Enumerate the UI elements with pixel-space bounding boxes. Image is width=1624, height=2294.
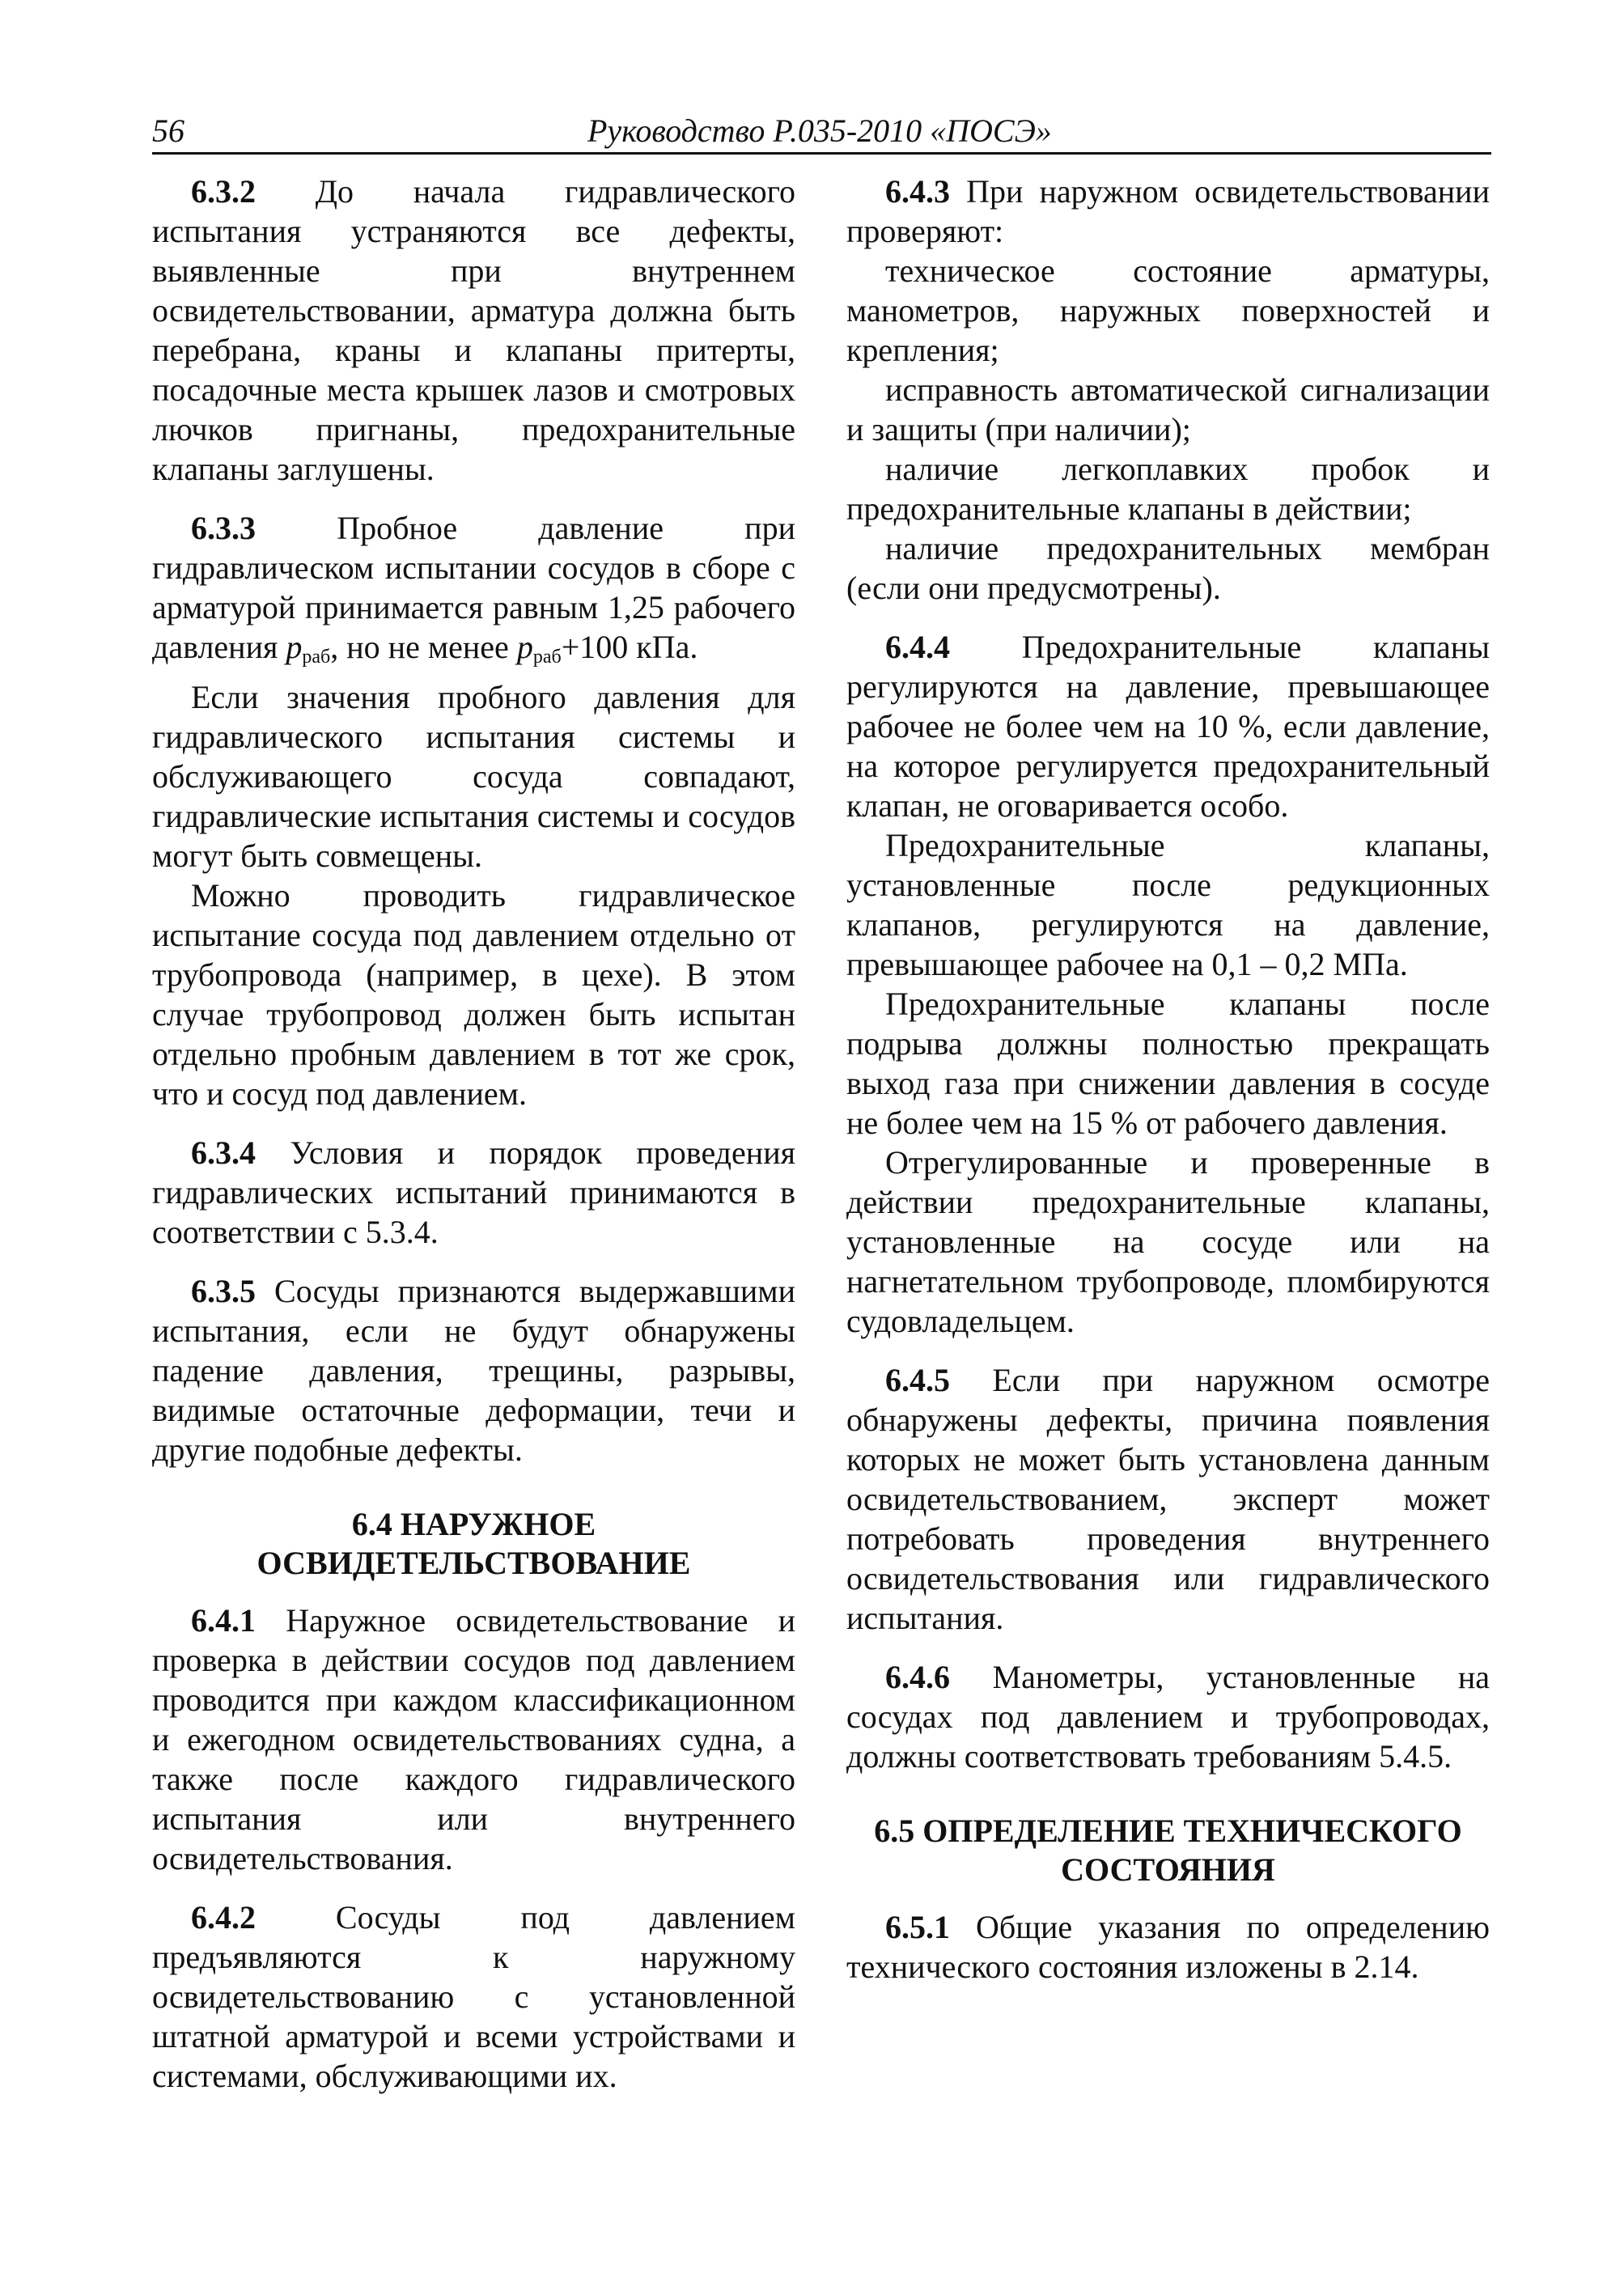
paragraph-6-5-1	[846, 1907, 1490, 1987]
paragraph-6-3-3	[152, 508, 795, 677]
paragraph-6-4-1	[152, 1601, 795, 1878]
paragraph-text-block: Предохранительные клапаны, установленные после редукционных клапанов, регулируются на давление, превышающее рабочее на 0,1 – 0,2 МПа.	[846, 827, 1490, 982]
paragraph-text: Манометры, установленные на сосудах под давлением и трубопроводах, должны соответствовать требованиям 5.4.5.	[846, 1659, 1490, 1775]
paragraph-text: Сосуды под давлением предъявляются к наружному освидетельствованию с установленной штатной арматурой и всеми устройствами и системами, обслуживающими их.	[152, 1899, 795, 2094]
paragraph-6-3-2	[152, 172, 795, 489]
paragraph-text: Общие указания по определению технического состояния изложены в 2.14.	[846, 1909, 1490, 1985]
section-number: 6.4.5	[885, 1362, 950, 1398]
page-header	[152, 112, 1489, 154]
list-item: техническое состояние арматуры, манометров, наружных поверхностей и крепления;	[846, 252, 1490, 368]
section-number: 6.4.3	[885, 173, 950, 210]
paragraph-6-4-3	[846, 172, 1490, 251]
paragraph-6-4-6	[846, 1657, 1490, 1776]
paragraph-6-3-4	[152, 1133, 795, 1252]
heading-line: ОСВИДЕТЕЛЬСТВОВАНИЕ	[257, 1545, 691, 1581]
section-number: 6.5.1	[885, 1909, 950, 1945]
section-number: 6.4.4	[885, 629, 950, 665]
paragraph-text-block: Если значения пробного давления для гидравлического испытания системы и обслуживающего сосуда совпадают, гидравлические испытания системы и сосудов могут быть совмещены.	[152, 679, 795, 874]
paragraph-text: Условия и порядок проведения гидравлических испытаний принимаются в соответствии с 5.3.4.	[152, 1134, 795, 1250]
running-title: Руководство Р.035-2010 «ПОСЭ»	[587, 112, 1052, 149]
paragraph-text: Пробное давление при гидравлическом испытании сосудов в сборе с арматурой принимается равным 1,25 рабочего давления	[152, 510, 795, 665]
paragraph-text-block: Можно проводить гидравлическое испытание сосуда под давлением отдельно от трубопровода (например, в цехе). В этом случае трубопровод должен быть испытан отдельно пробным давлением в тот же срок, что и сосуд под давлением.	[152, 877, 795, 1112]
paragraph-text: +100 кПа.	[561, 629, 698, 665]
paragraph-text: При наружном освидетельствовании проверяют:	[846, 173, 1490, 249]
section-number: 6.3.3	[191, 510, 256, 546]
header-rule	[152, 152, 1491, 155]
paragraph-6-4-2	[152, 1898, 795, 2096]
heading-line: СОСТОЯНИЯ	[1061, 1851, 1275, 1888]
formula-variable: p	[516, 629, 533, 665]
paragraph-text: , но не менее	[330, 629, 517, 665]
section-heading-6-4	[152, 1505, 795, 1583]
formula-subscript: раб	[532, 647, 562, 668]
paragraph-text: Наружное освидетельствование и проверка в действии сосудов под давлением проводится при каждом классификационном и ежегодном освидетельствованиях судна, а также после каждого гидравлического испытания или внутреннего освидетельствования.	[152, 1602, 795, 1876]
section-number: 6.3.5	[191, 1273, 256, 1309]
paragraph-text-block: Отрегулированные и проверенные в действии предохранительные клапаны, установленные на сосуде или на нагнетательном трубопроводе, пломбируются судовладельцем.	[846, 1144, 1490, 1339]
list-item: исправность автоматической сигнализации и защиты (при наличии);	[846, 371, 1490, 447]
section-number: 6.3.2	[191, 173, 256, 210]
paragraph-text: Предохранительные клапаны регулируются на давление, превышающее рабочее не более чем на 10 %, если давление, на которое регулируется предохранительный клапан, не оговаривается особо.	[846, 629, 1490, 824]
heading-line: 6.5 ОПРЕДЕЛЕНИЕ ТЕХНИЧЕСКОГО	[874, 1813, 1462, 1849]
paragraph-6-3-5	[152, 1271, 795, 1469]
paragraph-text: До начала гидравлического испытания устраняются все дефекты, выявленные при внутреннем освидетельствовании, арматура должна быть перебрана, краны и клапаны притерты, посадочные места крышек лазов и смотровых лючков пригнаны, предохранительные клапаны заглушены.	[152, 173, 796, 487]
paragraph-text: Если при наружном осмотре обнаружены дефекты, причина появления которых не может быть установлена данным освидетельствованием, эксперт может потребовать проведения внутреннего освидетельствования или гидравлического испытания.	[846, 1362, 1490, 1636]
paragraph-text: Сосуды признаются выдержавшими испытания, если не будут обнаружены падение давления, трещины, разрывы, видимые остаточные деформации, течи и другие подобные дефекты.	[152, 1273, 796, 1468]
page-number: 56	[152, 112, 184, 149]
section-number: 6.4.6	[885, 1659, 950, 1695]
left-column	[152, 172, 795, 2096]
list-item: наличие легкоплавких пробок и предохранительные клапаны в действии;	[846, 451, 1490, 527]
paragraph-6-4-5	[846, 1360, 1490, 1638]
section-number: 6.4.2	[191, 1899, 256, 1936]
formula-subscript: раб	[302, 647, 331, 668]
heading-line: 6.4 НАРУЖНОЕ	[351, 1506, 596, 1542]
paragraph-text-block: Предохранительные клапаны после подрыва должны полностью прекращать выход газа при снижении давления в сосуде не более чем на 15 % от рабочего давления.	[846, 986, 1490, 1141]
section-number: 6.3.4	[191, 1134, 256, 1171]
list-item: наличие предохранительных мембран (если они предусмотрены).	[846, 530, 1490, 606]
formula-variable: p	[286, 629, 303, 665]
section-heading-6-5	[846, 1812, 1490, 1889]
right-column	[846, 172, 1490, 1987]
section-number: 6.4.1	[191, 1602, 256, 1639]
paragraph-6-4-4	[846, 627, 1490, 825]
